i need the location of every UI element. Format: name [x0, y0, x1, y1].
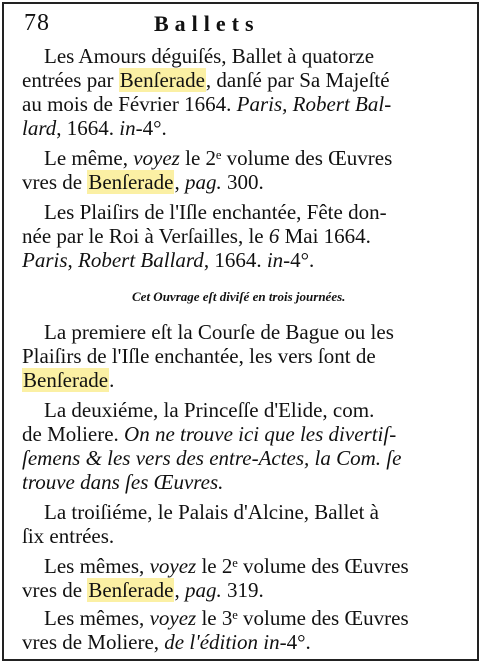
section-note: Cet Ouvrage eſt diviſé en trois journées. — [132, 289, 346, 304]
running-title: Ballets — [154, 11, 260, 36]
text-line: La troiſiéme, le Palais d'Alcine, Ballet à — [44, 500, 380, 524]
highlighted-name: Benſerade — [119, 68, 205, 92]
book-page — [2, 2, 479, 661]
text-line: Paris, Robert Ballard, 1664. in-4°. — [22, 248, 315, 272]
text-line: née par le Roi à Verſailles, le 6 Mai 1664. — [22, 224, 371, 248]
highlighted-name: Benſerade — [88, 578, 174, 602]
highlighted-name: Benſerade — [23, 368, 109, 392]
text-line: ſix entrées. — [22, 524, 115, 548]
text-line: Les mêmes, voyez le 2ᵉ volume des Œuvres — [44, 554, 409, 578]
text-line: Les Plaiſirs de l'Iſle enchantée, Fête don- — [44, 200, 387, 224]
text-line: Les Amours déguiſés, Ballet à quatorze — [44, 44, 375, 68]
text-line: La premiere eſt la Courſe de Bague ou les — [44, 320, 394, 344]
highlighted-name: Benſerade — [88, 170, 174, 194]
text-line: Plaiſirs de l'Iſle enchantée, les vers ſont de — [22, 344, 376, 368]
text-line: vres de Moliere, de l'édition in-4°. — [22, 630, 311, 654]
text-line: de Moliere. On ne trouve ici que les divertiſ- — [22, 422, 397, 446]
text-line: La deuxiéme, la Princeſſe d'Elide, com. — [44, 398, 375, 422]
text-line: au mois de Février 1664. Paris, Robert Bal- — [22, 92, 392, 116]
text-line: Les mêmes, voyez le 3ᵉ volume des Œuvres — [44, 606, 409, 630]
text-line: ſemens & les vers des entre-Actes, la Com. ſe — [22, 446, 402, 470]
text-line: Le même, voyez le 2ᵉ volume des Œuvres — [44, 146, 393, 170]
text-line: entrées par Benſerade, danſé par Sa Majeſté — [22, 68, 390, 92]
text-line: vres de Benſerade, pag. 319. — [22, 578, 264, 602]
text-line: Benſerade. — [23, 368, 115, 392]
text-line: lard, 1664. in-4°. — [22, 116, 167, 140]
text-line: trouve dans ſes Œuvres. — [22, 470, 224, 494]
page-number: 78 — [24, 10, 50, 36]
page-header — [4, 10, 477, 40]
text-line: vres de Benſerade, pag. 300. — [22, 170, 264, 194]
